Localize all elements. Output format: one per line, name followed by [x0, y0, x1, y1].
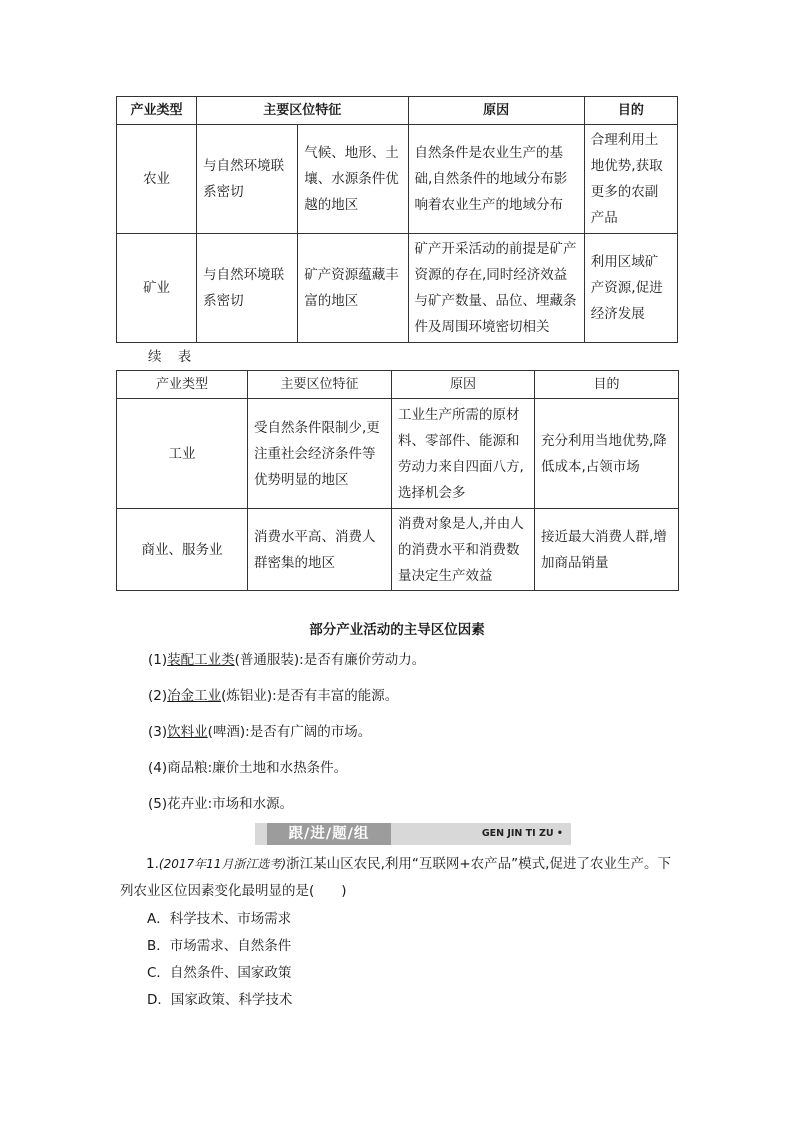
cell-industry-type: 矿业: [117, 234, 197, 343]
banner-pinyin: GEN JIN TI ZU •: [481, 828, 563, 839]
item-text: (啤酒):是否有广阔的市场。: [207, 724, 372, 740]
item-number: (4): [148, 760, 168, 776]
header-reason: 原因: [392, 371, 535, 399]
table-row: [117, 234, 678, 343]
list-item: [148, 648, 425, 668]
header-industry-type: 产业类型: [117, 371, 248, 399]
cell-feature-detail: 矿产资源蕴藏丰富的地区: [298, 234, 408, 343]
list-item: [148, 684, 398, 704]
item-text: (普通服装):是否有廉价劳动力。: [234, 652, 426, 668]
banner-title: 跟/进/题/组: [267, 823, 391, 845]
option-d[interactable]: D．国家政策、科学技术: [147, 992, 293, 1008]
industry-location-table: [116, 96, 678, 343]
cell-purpose: 利用区域矿产资源,促进经济发展: [584, 234, 677, 343]
header-location-features: 主要区位特征: [197, 97, 408, 125]
cell-purpose: 接近最大消费人群,增加商品销量: [535, 509, 679, 591]
cell-reason: 消费对象是人,并由人的消费水平和消费数量决定生产效益: [392, 509, 535, 591]
cell-feature: 受自然条件限制少,更注重社会经济条件等优势明显的地区: [248, 399, 392, 509]
item-key-term: 饮料业: [167, 724, 208, 740]
header-reason: 原因: [408, 97, 584, 125]
cell-industry-type: 工业: [117, 399, 248, 509]
header-industry-type: 产业类型: [117, 97, 197, 125]
item-text: 花卉业:市场和水源。: [167, 796, 294, 812]
table-row: [117, 509, 679, 591]
option-a[interactable]: A．科学技术、市场需求: [147, 911, 292, 927]
item-key-term: 冶金工业: [167, 688, 222, 704]
header-location-features: 主要区位特征: [248, 371, 392, 399]
option-b[interactable]: B．市场需求、自然条件: [147, 938, 292, 954]
table-row: [117, 399, 679, 509]
cell-feature: 与自然环境联系密切: [197, 125, 298, 234]
table-header-row: [117, 97, 678, 125]
follow-up-exercises-banner: [255, 823, 571, 845]
list-item: [148, 720, 371, 740]
question-stem: [120, 851, 680, 905]
industry-location-table-continued: [116, 370, 679, 591]
item-text: (炼铝业):是否有丰富的能源。: [221, 688, 399, 704]
cell-reason: 矿产开采活动的前提是矿产资源的存在,同时经济效益与矿产数量、品位、埋藏条件及周围环境密切相关: [408, 234, 584, 343]
item-number: (2): [148, 688, 168, 704]
cell-feature: 消费水平高、消费人群密集的地区: [248, 509, 392, 591]
question-number: 1.: [146, 856, 159, 872]
cell-reason: 自然条件是农业生产的基础,自然条件的地域分布影响着农业生产的地域分布: [408, 125, 584, 234]
question-source: (2017年11月浙江选考): [158, 857, 287, 871]
cell-purpose: 充分利用当地优势,降低成本,占领市场: [535, 399, 679, 509]
item-number: (3): [148, 724, 168, 740]
cell-feature-detail: 气候、地形、土壤、水源条件优越的地区: [298, 125, 408, 234]
item-number: (5): [148, 796, 168, 812]
header-purpose: 目的: [535, 371, 679, 399]
table-row: [117, 125, 678, 234]
cell-industry-type: 商业、服务业: [117, 509, 248, 591]
item-number: (1): [148, 652, 168, 668]
option-c[interactable]: C．自然条件、国家政策: [147, 965, 292, 981]
cell-feature: 与自然环境联系密切: [197, 234, 298, 343]
cell-purpose: 合理利用土地优势,获取更多的农副产品: [584, 125, 677, 234]
list-item: [148, 792, 293, 812]
section-title: 部分产业活动的主导区位因素: [309, 622, 485, 638]
question-text: 浙江某山区农民,利用“互联网+农产品”模式,促进了农业生产。下列农业区位因素变化最明显的是( ): [120, 856, 671, 899]
header-purpose: 目的: [584, 97, 677, 125]
cell-reason: 工业生产所需的原材料、零部件、能源和劳动力来自四面八方,选择机会多: [392, 399, 535, 509]
item-text: 商品粮:廉价土地和水热条件。: [167, 760, 348, 776]
continued-table-label: 续 表: [148, 349, 198, 365]
table-header-row: [117, 371, 679, 399]
item-key-term: 装配工业类: [167, 652, 235, 668]
cell-industry-type: 农业: [117, 125, 197, 234]
list-item: [148, 756, 347, 776]
